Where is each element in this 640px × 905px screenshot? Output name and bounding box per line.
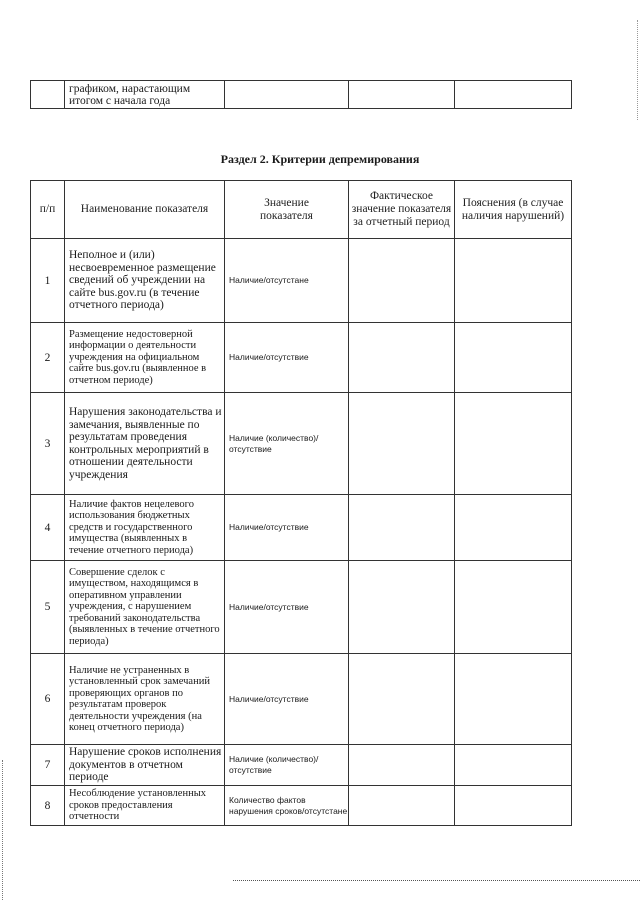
- row-num: 5: [31, 561, 65, 654]
- row-actual: [349, 495, 455, 561]
- row-value: Наличие/отсутстане: [225, 239, 349, 323]
- row-notes: [455, 239, 572, 323]
- section-title: Раздел 2. Критерии депремирования: [220, 152, 420, 166]
- row-notes: [455, 786, 572, 826]
- row-actual: [349, 786, 455, 826]
- header-num: п/п: [31, 181, 65, 239]
- header-name: Наименование показателя: [65, 181, 225, 239]
- row-value: Количество фактов нарушения сроков/отсутстане: [225, 786, 349, 826]
- row-num: 3: [31, 393, 65, 495]
- row-notes: [455, 561, 572, 654]
- row-notes: [455, 323, 572, 393]
- table-row: [31, 495, 572, 561]
- row-value: Наличие (количество)/ отсутствие: [225, 393, 349, 495]
- row-name: Неполное и (или) несвоевременное размещение сведений об учреждении на сайте bus.gov.ru (в течение отчетного периода): [65, 239, 225, 323]
- row-value: Наличие/отсутствие: [225, 323, 349, 393]
- table-row: [31, 323, 572, 393]
- scan-edge-left: [2, 760, 4, 900]
- header-actual: Фактическое значение показателя за отчетный период: [349, 181, 455, 239]
- row-name: Нарушения законодательства и замечания, выявленные по результатам проведения контрольных мероприятий в отношении деятельности учреждения: [65, 393, 225, 495]
- row-num: 4: [31, 495, 65, 561]
- table-row: [31, 786, 572, 826]
- row-value: Наличие/отсутствие: [225, 654, 349, 745]
- row-actual: [349, 239, 455, 323]
- row-value: Наличие (количество)/ отсутствие: [225, 745, 349, 786]
- table-header-row: [31, 181, 572, 239]
- row-actual: [349, 323, 455, 393]
- header-notes: Пояснения (в случае наличия нарушений): [455, 181, 572, 239]
- row-name: Размещение недостоверной информации о деятельности учреждения на официальном сайте bus.gov.ru (выявленное в отчетном периоде): [65, 323, 225, 393]
- row-name: Совершение сделок с имуществом, находящимся в оперативном управлении учреждения, с нарушением требований законодательства (выявленных в течение отчетного периода): [65, 561, 225, 654]
- depremiation-criteria-table: [30, 180, 572, 826]
- table-row: [31, 81, 572, 109]
- row-notes: [455, 654, 572, 745]
- notes-cell: [455, 81, 572, 109]
- actual-cell: [349, 81, 455, 109]
- row-name: Несоблюдение установленных сроков предоставления отчетности: [65, 786, 225, 826]
- row-actual: [349, 745, 455, 786]
- scan-bottom-line: [233, 880, 640, 881]
- row-actual: [349, 561, 455, 654]
- table-row: [31, 745, 572, 786]
- scan-edge-right: [637, 20, 639, 120]
- row-num: 8: [31, 786, 65, 826]
- value-cell: [225, 81, 349, 109]
- row-notes: [455, 393, 572, 495]
- row-actual: [349, 393, 455, 495]
- num-cell: [31, 81, 65, 109]
- row-notes: [455, 745, 572, 786]
- table-row: [31, 654, 572, 745]
- table-row: [31, 239, 572, 323]
- row-name: Наличие не устраненных в установленный срок замечаний проверяющих органов по результатам проверок деятельности учреждения (на конец отчетного периода): [65, 654, 225, 745]
- row-name: Нарушение сроков исполнения документов в отчетном периоде: [65, 745, 225, 786]
- row-value: Наличие/отсутствие: [225, 561, 349, 654]
- row-num: 7: [31, 745, 65, 786]
- table-row: [31, 561, 572, 654]
- header-value: Значение показателя: [225, 181, 349, 239]
- row-num: 2: [31, 323, 65, 393]
- row-value: Наличие/отсутствие: [225, 495, 349, 561]
- table-row: [31, 393, 572, 495]
- previous-section-table-fragment: [30, 80, 572, 109]
- row-name: Наличие фактов нецелевого использования бюджетных средств и государственного имущества (выявленных в течение отчетного периода): [65, 495, 225, 561]
- row-actual: [349, 654, 455, 745]
- row-num: 1: [31, 239, 65, 323]
- row-notes: [455, 495, 572, 561]
- indicator-name-cell: графиком, нарастающим итогом с начала года: [65, 81, 225, 109]
- row-num: 6: [31, 654, 65, 745]
